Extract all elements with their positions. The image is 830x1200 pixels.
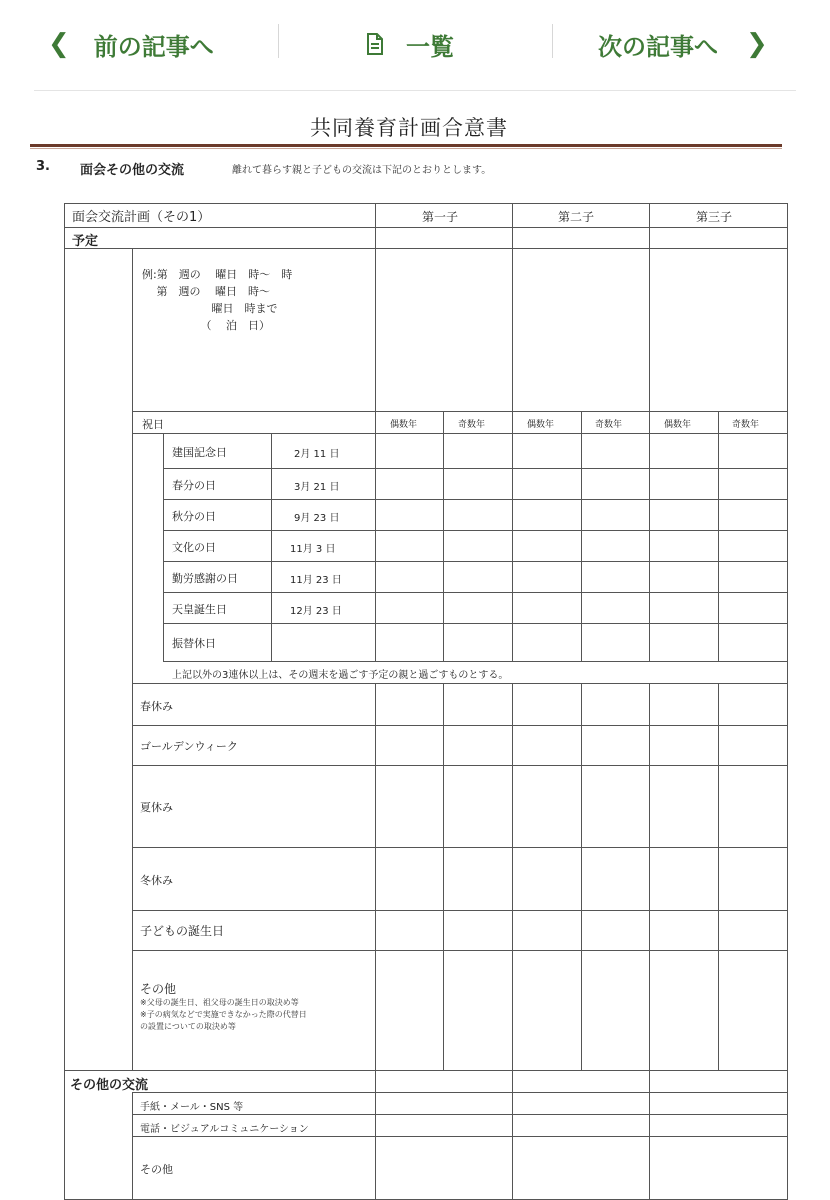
winter-break-label: 冬休み: [140, 874, 173, 887]
next-article-label: 次の記事へ: [598, 32, 718, 61]
other-notes: ※父母の誕生日、祖父母の誕生日の取決め等 ※子の病気などで実施できなかった際の代替日 の設置についての取決め等: [140, 998, 307, 1031]
other-exchange-other-label: その他: [140, 1163, 173, 1176]
holiday-name: 文化の日: [172, 541, 216, 554]
article-list-label: 一覧: [406, 32, 454, 61]
holiday-name: 天皇誕生日: [172, 603, 227, 616]
prev-article-label: 前の記事へ: [93, 32, 214, 61]
summer-break-label: 夏休み: [140, 801, 173, 814]
letters-label: 手紙・メール・SNS 等: [140, 1102, 244, 1113]
other-label: その他: [140, 982, 177, 996]
section-title: 面会その他の交流: [80, 163, 185, 178]
schedule-label: 予定: [72, 234, 99, 249]
holiday-label: 祝日: [142, 418, 164, 431]
holiday-date: 3月 21 日: [294, 482, 340, 493]
plan-header: 面会交流計画（その1）: [72, 210, 211, 225]
holiday-note: 上記以外の3連休以上は、その週末を過ごす予定の親と過ごすものとする。: [172, 670, 509, 681]
odd-year-label: 奇数年: [595, 420, 623, 430]
holiday-date: 9月 23 日: [294, 513, 340, 524]
holiday-name: 振替休日: [172, 637, 216, 650]
section-number: 3.: [36, 159, 50, 174]
holiday-name: 勤労感謝の日: [172, 572, 238, 585]
holiday-name: 春分の日: [172, 479, 216, 492]
holiday-date: 11月 3 日: [290, 544, 336, 555]
holiday-name: 秋分の日: [172, 510, 216, 523]
odd-year-label: 奇数年: [732, 420, 760, 430]
document-title: 共同養育計画合意書: [310, 116, 508, 140]
holiday-date: 2月 11 日: [294, 449, 340, 460]
spring-break-label: 春休み: [140, 700, 173, 713]
holiday-date: 11月 23 日: [290, 575, 342, 586]
chevron-right-icon: ❯: [746, 29, 768, 59]
child-header-3: 第三子: [696, 210, 733, 224]
even-year-label: 偶数年: [390, 420, 418, 430]
holiday-date: 12月 23 日: [290, 606, 342, 617]
birthday-label: 子どもの誕生日: [140, 924, 225, 938]
chevron-left-icon: ❮: [48, 29, 70, 59]
other-exchange-label: その他の交流: [70, 1078, 149, 1093]
odd-year-label: 奇数年: [458, 420, 486, 430]
child-header-2: 第二子: [558, 210, 595, 224]
golden-week-label: ゴールデンウィーク: [140, 740, 238, 753]
section-description: 離れて暮らす親と子どもの交流は下記のとおりとします。: [232, 165, 492, 176]
even-year-label: 偶数年: [664, 420, 692, 430]
example-text: 例:第 週の 曜日 時～ 時 第 週の 曜日 時～ 曜日 時まで （ 泊 日）: [142, 268, 293, 332]
phone-label: 電話・ビジュアルコミュニケーション: [140, 1124, 309, 1135]
even-year-label: 偶数年: [527, 420, 555, 430]
child-header-1: 第一子: [422, 210, 459, 224]
holiday-name: 建国記念日: [172, 446, 227, 459]
